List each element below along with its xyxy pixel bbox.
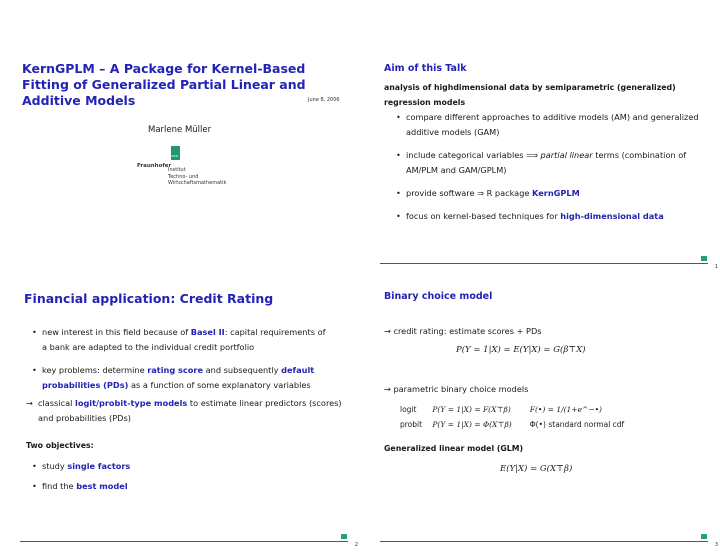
slide4-line1: → credit rating: estimate scores + PDs: [384, 326, 542, 336]
footer-logo-icon: [341, 534, 347, 539]
page-number: 2: [354, 542, 358, 548]
slide3-bullets: [30, 325, 330, 401]
fraunhofer-brand: Fraunhofer: [137, 163, 172, 169]
slide4-line2: → parametric binary choice models: [384, 384, 529, 394]
slide-aim: [360, 0, 720, 278]
itwm-logo-icon: ITWM: [171, 146, 180, 160]
page-number: 1: [714, 264, 718, 270]
slide1-author: Marlene Müller: [148, 125, 212, 135]
list-item: • new interest in this field because of Basel II: capital requirements of a bank are adapted to the individual credit portfolio: [30, 325, 330, 355]
slide3-arrow-item: → classical logit/probit-type models to estimate linear predictors (scores) and probabilities (PDs): [26, 398, 342, 423]
slide2-subtitle: analysis of highdimensional data by semiparametric (generalized) regression models: [384, 83, 676, 107]
slide-title: [0, 0, 360, 278]
list-item: • focus on kernel-based techniques for high-dimensional data: [394, 209, 706, 224]
slide1-title: KernGPLM – A Package for Kernel-Based Fitting of Generalized Partial Linear and Additive Models: [22, 61, 306, 108]
institute-name: Institut Techno- und Wirtschaftsmathematik: [168, 167, 227, 186]
slide3-title: Financial application: Credit Rating: [24, 291, 274, 306]
probit-row: probit P(Y = 1|X) = Φ(X⊤β) Φ(•) standard normal cdf: [400, 420, 625, 429]
list-item: • compare different approaches to additive models (AM) and generalized additive models (GAM): [394, 110, 706, 140]
list-item: • find the best model: [30, 479, 330, 494]
slide-credit-rating: [0, 278, 360, 556]
institute-logo: [137, 146, 277, 188]
model-table: [400, 402, 624, 432]
slide2-title: Aim of this Talk: [384, 63, 467, 74]
glm-heading: Generalized linear model (GLM): [384, 444, 524, 453]
footer-rule: [380, 541, 708, 542]
objectives-list: [30, 459, 330, 502]
slide1-date: June 8, 2006: [308, 97, 340, 103]
equation-glm: E(Y|X) = G(X⊤β): [500, 464, 573, 474]
objectives-heading: Two objectives:: [26, 441, 94, 450]
footer-rule: [380, 263, 708, 264]
list-item: • key problems: determine rating score and subsequently default probabilities (PDs) as a function of some explanatory variables: [30, 363, 330, 393]
equation-score: P(Y = 1|X) = E(Y|X) = G(β⊤X): [456, 345, 586, 355]
list-item: • include categorical variables ⟹ partial linear terms (combination of AM/PLM and GAM/GPLM): [394, 148, 706, 178]
footer-logo-icon: [701, 256, 707, 261]
slide2-bullets: [394, 110, 706, 232]
footer-logo-icon: [701, 534, 707, 539]
footer-rule: [20, 541, 348, 542]
slide-binary-choice: [360, 278, 720, 556]
slide4-title: Binary choice model: [384, 291, 493, 302]
list-item: • study single factors: [30, 459, 330, 474]
list-item: • provide software ⇒ R package KernGPLM: [394, 186, 706, 201]
page-number: 3: [714, 542, 718, 548]
logit-row: logit P(Y = 1|X) = F(X⊤β) F(•) = 1/(1+e^−•): [400, 405, 602, 414]
